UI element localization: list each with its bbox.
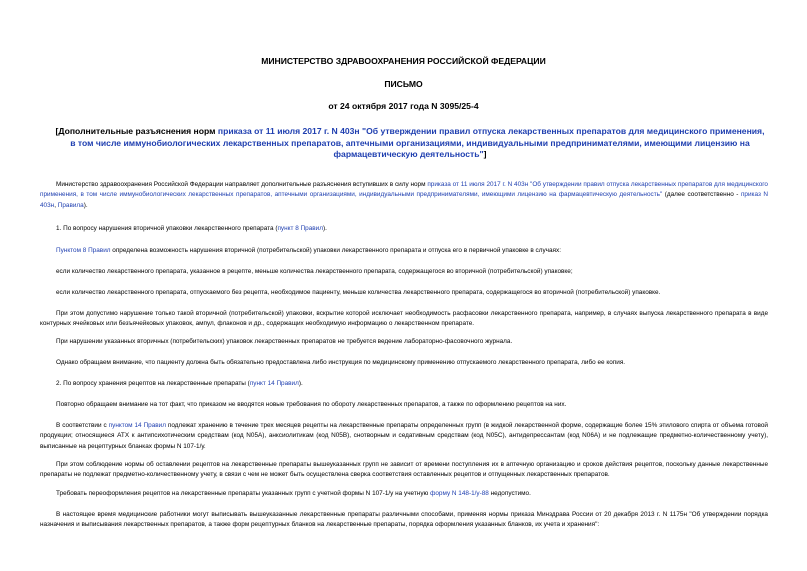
form-148-link[interactable]: форму N 148-1/у-88 xyxy=(430,490,489,497)
ministry-heading: МИНИСТЕРСТВО ЗДРАВООХРАНЕНИЯ РОССИЙСКОЙ ФЕДЕРАЦИИ xyxy=(261,56,546,66)
paragraph-reissue xyxy=(40,489,768,499)
paragraph-storage-norm: При этом соблюдение нормы об оставлении рецептов на лекарственные препараты вышеуказанных групп не зависит от времени поступления их в аптечную организацию и сроков действия рецептов, поскольку данные лекарственные препараты не подлежат предметно-количественному учету, в связи с чем не может быть осуществлена сверка соответствия оставленных рецептов и отпущенных лекарственных препаратов. xyxy=(40,461,768,479)
item-2-text-b: ). xyxy=(298,380,303,387)
rule-14-link[interactable]: пункт 14 Правил xyxy=(249,380,299,387)
order-403n-link[interactable]: приказа от 11 июля 2017 г. N 403н "Об утверждении правил отпуска лекарственных препаратов для медицинского применения, в том числе иммунобиологических лекарственных препаратов, аптечными организациями, индивидуальными предпринимателями, имеющими лицензию на фармацевтическую деятельность" xyxy=(70,126,765,159)
rule-14-text-b: подлежат хранению в течение трех месяцев рецепты на лекарственные препараты определенных групп (в жидкой лекарственной форме, содержащие более 15% этилового спирта от объема готовой продукции; относящиеся АТХ к антипсихотическим средствам (код N05A), анксиолитикам (код N05B), снотворным и седативным средствам (код N05C), антидепрессантам (код N06A) и не подлежащие предметно-количественному учету), выписанные на рецептурных бланках формы N 107-1/у. xyxy=(40,422,769,450)
paragraph-journal: При нарушении указанных вторичных (потребительских) упаковок лекарственных препаратов не требуется ведение лабораторно-фасовочного журнала. xyxy=(56,338,513,345)
intro-text-d: ). xyxy=(83,201,88,209)
subtitle-open: [Дополнительные разъяснения норм xyxy=(55,126,218,136)
paragraph-packaging: При этом допустимо нарушение только такой вторичной (потребительской) упаковки, вскрытие которой исключает необходимость расфасовки лекарственного препарата, например, в случаях выпуска лекарственного препарата в виде контурных ячейковых или безъячейковых упаковок, ампул, флаконов и др., содержащих необходимую информацию о лекарственном препарате. xyxy=(40,310,768,328)
paragraph-case-2: если количество лекарственного препарата, отпускаемого без рецепта, необходимое пациенту, меньше количества лекарственного препарата, содержащегося во вторичной (потребительской) упаковке. xyxy=(56,289,661,296)
paragraph-rule-8 xyxy=(40,246,768,256)
item-1-text-b: ). xyxy=(322,225,327,232)
paragraph-case-1: если количество лекарственного препарата, указанное в рецепте, меньше количества лекарственного препарата, содержащегося во вторичной (потребительской) упаковке; xyxy=(56,268,573,275)
paragraph-instruction: Однако обращаем внимание, что пациенту должна быть обязательно предоставлена либо инструкция по медицинскому применению отпускаемого лекарственного препарата, либо ее копия. xyxy=(56,359,626,366)
intro-order-link[interactable]: приказа от 11 июля 2017 г. N 403н "Об утверждении правил отпуска лекарственных препаратов для медицинского применения, в том числе иммунобиологических лекарственных препаратов, аптечными организациями, индивидуальными предпринимателями, имеющими лицензию на фармацевтическую деятельность" xyxy=(40,181,768,199)
intro-text-a: Министерство здравоохранения Российской Федерации направляет дополнительные разъяснения вступивших в силу норм xyxy=(56,181,428,188)
rule-14-text-a: В соответствии с xyxy=(56,422,109,429)
rule-8-link[interactable]: пункт 8 Правил xyxy=(277,225,323,232)
reissue-text-a: Требовать переоформления рецептов на лекарственные препараты указанных групп с учетной формы N 107-1/у на учетную xyxy=(56,490,431,497)
rules-link[interactable]: Правила xyxy=(57,201,84,209)
rule-8-ref-link[interactable]: Пунктом 8 Правил xyxy=(56,247,111,254)
item-2-text-a: 2. По вопросу хранения рецептов на лекарственные препараты ( xyxy=(56,380,250,387)
paragraph-rule-14 xyxy=(40,421,768,452)
rule-14-ref-link[interactable]: пунктом 14 Правил xyxy=(108,422,166,429)
paragraph-current-practice: В настоящее время медицинские работники могут выписывать вышеуказанные лекарственные препараты различными способами, применяя нормы приказа Минздрава России от 20 декабря 2013 г. N 1175н "Об утверждении порядка назначения и выписывания лекарственных препаратов, а также форм рецептурных бланков на лекарственные препараты, порядка оформления указанных бланков, их учета и хранения": xyxy=(40,511,768,529)
document-subtitle xyxy=(52,126,768,161)
document-type-heading: ПИСЬМО xyxy=(384,79,423,89)
reissue-text-b: недопустимо. xyxy=(488,490,531,497)
document-date-number: от 24 октября 2017 года N 3095/25-4 xyxy=(328,101,479,111)
paragraph-item-1 xyxy=(40,224,768,234)
paragraph-no-new-requirements: Повторно обращаем внимание на тот факт, что приказом не вводятся новые требования по обороту лекарственных препаратов, а также по оформлению рецептов на них. xyxy=(56,401,567,408)
intro-text-b: (далее соответственно - xyxy=(662,191,741,199)
item-1-text-a: 1. По вопросу нарушения вторичной упаковки лекарственного препарата ( xyxy=(56,225,278,232)
order-short-link[interactable]: приказ N 403н xyxy=(40,191,768,209)
rule-8-text: определена возможность нарушения вторичной (потребительской) упаковки лекарственного препарата и отпуска его в первичной упаковке в случаях: xyxy=(110,247,561,254)
paragraph-item-2 xyxy=(40,379,768,389)
intro-text-c: , xyxy=(54,201,58,209)
paragraph-intro xyxy=(40,180,768,211)
subtitle-close: ] xyxy=(483,149,487,159)
